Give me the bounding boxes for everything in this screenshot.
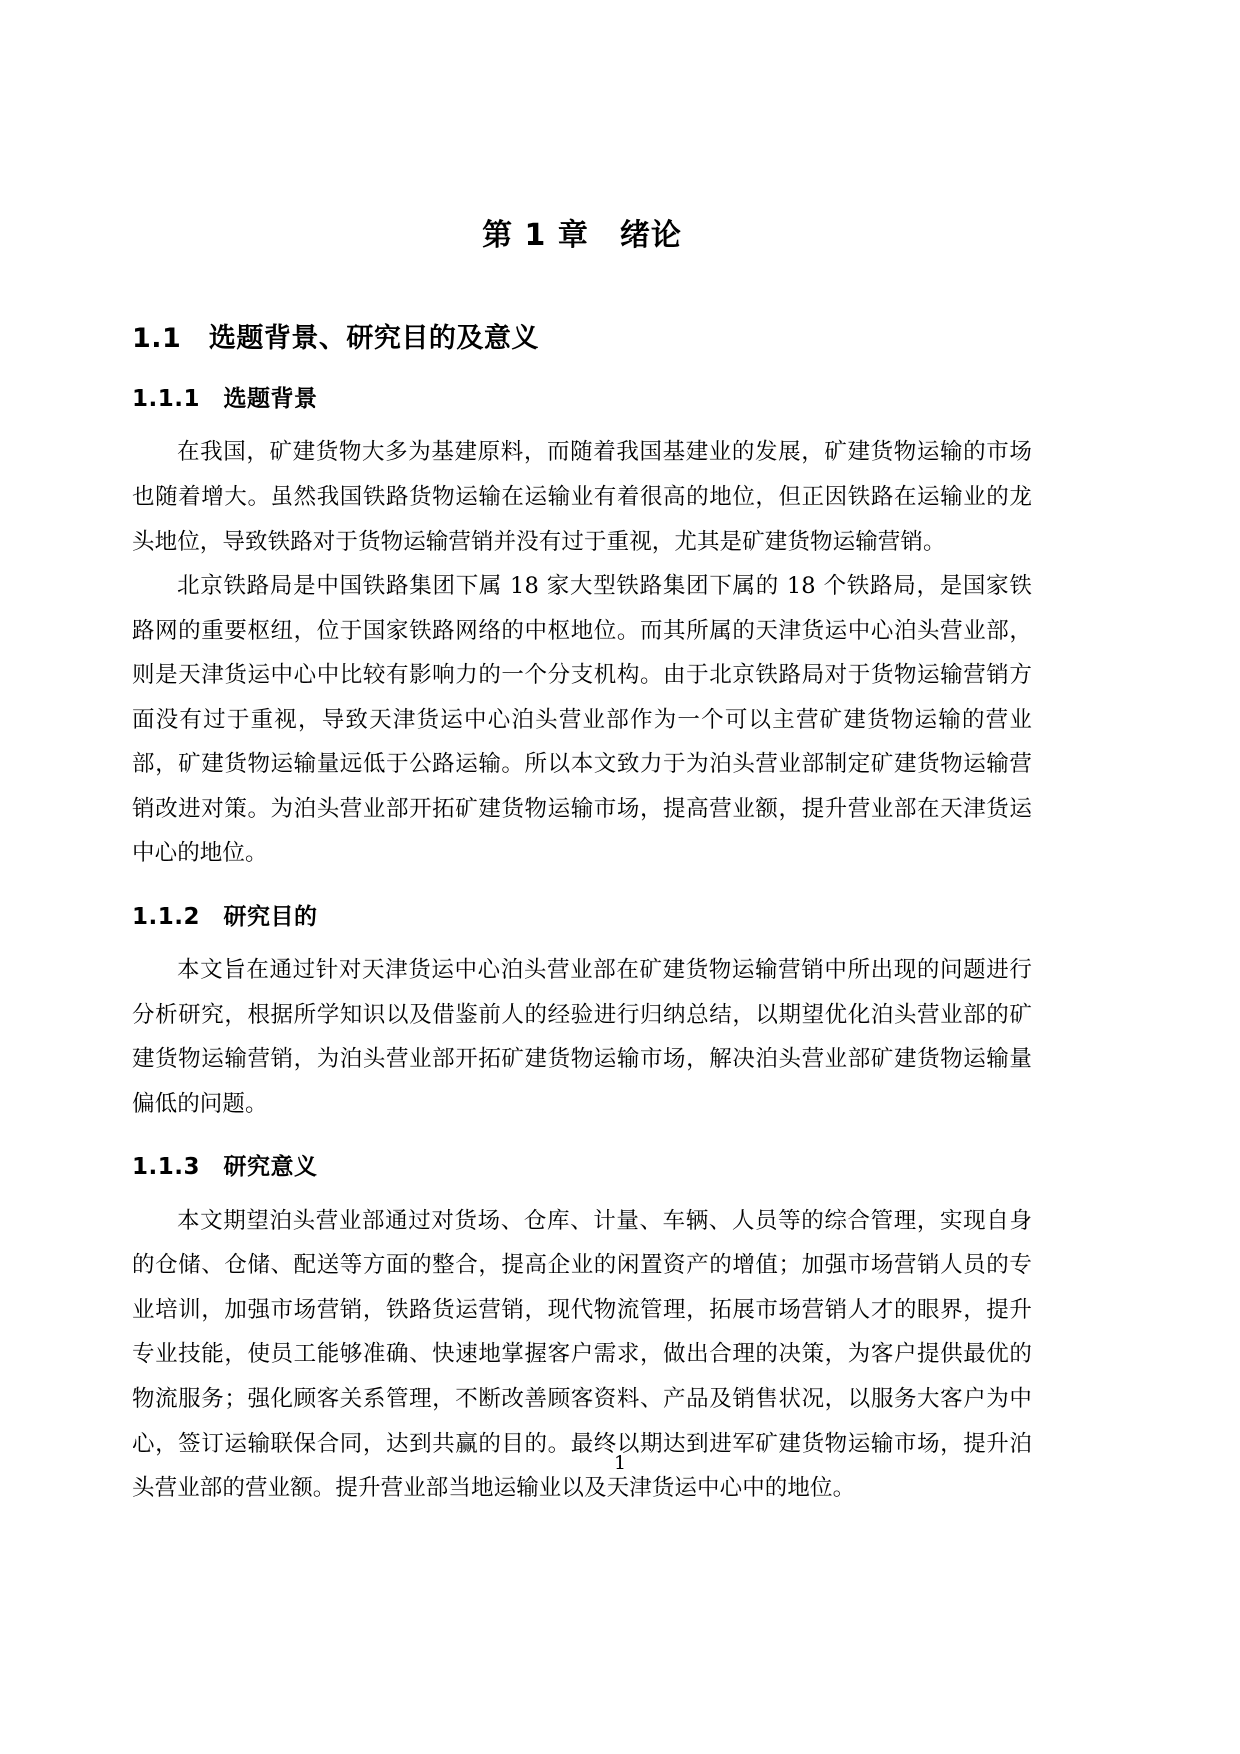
- paragraph: 本文期望泊头营业部通过对货场、仓库、计量、车辆、人员等的综合管理，实现自身的仓储、仓储、配送等方面的整合，提高企业的闲置资产的增值；加强市场营销人员的专业培训，加强市场营销，铁路货运营销，现代物流管理，拓展市场营销人才的眼界，提升专业技能，使员工能够准确、快速地掌握客户需求，做出合理的决策，为客户提供最优的物流服务；强化顾客关系管理，不断改善顾客资料、产品及销售状况，以服务大客户为中心，签订运输联保合同，达到共赢的目的。最终以期达到进军矿建货物运输市场，提升泊头营业部的营业额。提升营业部当地运输业以及天津货运中心中的地位。: [132, 1207, 1032, 1502]
- page-content: [132, 0, 1032, 1511]
- section-heading-1-1: 1.1 选题背景、研究目的及意义: [132, 323, 539, 354]
- subsection-heading-1-1-1: 1.1.1 选题背景: [132, 386, 318, 413]
- paragraph: 北京铁路局是中国铁路集团下属 18 家大型铁路集团下属的 18 个铁路局，是国家铁路网的重要枢纽，位于国家铁路网络的中枢地位。而其所属的天津货运中心泊头营业部，则是天津货运中心中比较有影响力的一个分支机构。由于北京铁路局对于货物运输营销方面没有过于重视，导致天津货运中心泊头营业部作为一个可以主营矿建货物运输的营业部，矿建货物运输量远低于公路运输。所以本文致力于为泊头营业部制定矿建货物运输营销改进对策。为泊头营业部开拓矿建货物运输市场，提高营业额，提升营业部在天津货运中心的地位。: [132, 573, 1032, 867]
- subsection-heading-1-1-3: 1.1.3 研究意义: [132, 1154, 318, 1181]
- paragraph: 在我国，矿建货物大多为基建原料，而随着我国基建业的发展，矿建货物运输的市场也随着增大。虽然我国铁路货物运输在运输业有着很高的地位，但正因铁路在运输业的龙头地位，导致铁路对于货物运输营销并没有过于重视，尤其是矿建货物运输营销。: [132, 439, 1032, 555]
- page-number: 1: [613, 1452, 627, 1474]
- chapter-title: 第 1 章 绪论: [482, 218, 682, 253]
- subsection-heading-1-1-2: 1.1.2 研究目的: [132, 903, 318, 930]
- paragraph: 本文旨在通过针对天津货运中心泊头营业部在矿建货物运输营销中所出现的问题进行分析研究，根据所学知识以及借鉴前人的经验进行归纳总结，以期望优化泊头营业部的矿建货物运输营销，为泊头营业部开拓矿建货物运输市场，解决泊头营业部矿建货物运输量偏低的问题。: [132, 957, 1032, 1117]
